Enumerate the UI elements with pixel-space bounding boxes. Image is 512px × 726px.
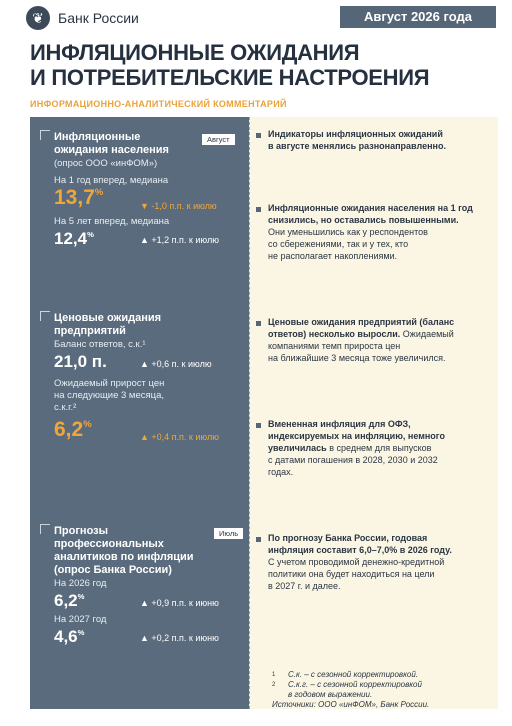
title-line-2: И ПОТРЕБИТЕЛЬСКИЕ НАСТРОЕНИЯ: [30, 65, 430, 90]
text-line: на ближайшие 3 месяца тоже увеличился.: [268, 353, 446, 363]
title-line-1: ИНФЛЯЦИОННЫЕ ОЖИДАНИЯ: [30, 40, 360, 65]
text-line: компаниями темп прироста цен: [268, 341, 401, 351]
metric-value-5y: [54, 230, 94, 247]
metric-change-2026: ▲ +0,9 п.п. к июню: [140, 598, 219, 608]
household-expectations-card: [40, 125, 245, 260]
regular-text: Ожидаемый: [402, 329, 454, 339]
sources-note: Источники: ООО «инФОМ», Банк России.: [272, 700, 430, 709]
card-heading: [54, 525, 194, 577]
regular-text: в среднем для выпусков: [329, 443, 432, 453]
heading-line: предприятий: [54, 325, 126, 337]
metric-change-1y: ▼ -1,0 п.п. к июлю: [140, 201, 217, 211]
metric-label: На 2026 год: [54, 578, 107, 589]
period-tag: Август: [202, 134, 235, 145]
card-corner: [40, 130, 50, 140]
page-title: [30, 40, 429, 90]
metric-change-balance: ▲ +0,6 п. к июлю: [140, 359, 212, 369]
value-unit: %: [94, 187, 104, 198]
heading-line: аналитиков по инфляции: [54, 551, 194, 563]
text-line: со сбережениями, так и у тех, кто: [268, 239, 409, 249]
bullet-marker: [256, 207, 261, 212]
text-line: Индикаторы инфляционных ожиданий: [268, 129, 443, 139]
metric-value-2027: [54, 628, 84, 645]
metric-label: На 2027 год: [54, 614, 107, 625]
footnote-2: [272, 680, 429, 700]
text-line: Вмененная инфляция для ОФЗ,: [268, 419, 411, 429]
bullet-marker: [256, 321, 261, 326]
footnote-text: С.к. – с сезонной корректировкой.: [288, 670, 419, 679]
value-unit: %: [83, 419, 92, 430]
footnotes: [272, 670, 429, 710]
label-line: с.к.г.²: [54, 402, 77, 413]
text-line: снизились, но оставались повышенными.: [268, 215, 459, 225]
metric-change-2027: ▲ +0,2 п.п. к июню: [140, 633, 219, 643]
panel-divider: [249, 117, 250, 709]
value-unit: %: [87, 230, 94, 239]
value-number: 6,2: [54, 418, 84, 441]
metric-value-balance: 21,0 п.: [54, 352, 107, 371]
value-number: 13,7: [54, 186, 95, 209]
metric-change-price-growth: ▲ +0,4 п.п. к июлю: [140, 432, 219, 442]
footnote-text: С.к.г. – с сезонной корректировкой: [288, 680, 422, 689]
bank-name: Банк России: [58, 10, 139, 26]
card-corner: [40, 524, 50, 534]
commentary-business: [268, 316, 494, 364]
text-line: инфляция составит 6,0–7,0% в 2026 году.: [268, 545, 452, 555]
metric-value-price-growth: [54, 419, 92, 440]
date-badge: Август 2026 года: [340, 6, 496, 28]
header: [0, 0, 512, 40]
value-unit: %: [77, 628, 85, 637]
text-line: индексируемых на инфляцию, немного: [268, 431, 445, 441]
metric-value-1y: [54, 187, 103, 208]
bullet-marker: [256, 423, 261, 428]
text-line: годах.: [268, 467, 294, 477]
text-line: политики она будет находиться на цели: [268, 569, 435, 579]
text-line: в 2027 г. и далее.: [268, 581, 341, 591]
value-number: 6,2: [54, 591, 78, 610]
commentary-household: [268, 202, 494, 262]
value-unit: %: [77, 592, 85, 601]
footnote-number: 1: [272, 672, 276, 678]
text-line: с датами погашения в 2028, 2030 и 2032: [268, 455, 438, 465]
footnote-text: в годовом выражении.: [288, 690, 373, 699]
text-line: Ценовые ожидания предприятий (баланс: [268, 317, 455, 327]
text-line: Инфляционные ожидания населения на 1 год: [268, 203, 473, 213]
metric-value-2026: [54, 592, 84, 609]
metric-label: Баланс ответов, с.к.¹: [54, 339, 146, 350]
label-line: на следующие 3 месяца,: [54, 390, 164, 401]
metric-label: На 5 лет вперед, медиана: [54, 216, 170, 227]
bold-text: ответов) несколько выросли.: [268, 329, 401, 339]
heading-line: (опрос Банка России): [54, 564, 172, 576]
heading-line: ожидания населения: [54, 144, 169, 156]
footnote-number: 2: [272, 682, 276, 688]
bullet-marker: [256, 537, 261, 542]
page-subtitle: ИНФОРМАЦИОННО-АНАЛИТИЧЕСКИЙ КОММЕНТАРИЙ: [30, 99, 287, 109]
value-number: 4,6: [54, 627, 78, 646]
bullet-marker: [256, 133, 261, 138]
card-source-note: (опрос ООО «инФОМ»): [54, 158, 158, 169]
bank-emblem-icon: ❦: [26, 6, 50, 30]
metric-label: На 1 год вперед, медиана: [54, 175, 169, 186]
commentary-ofz: [268, 418, 494, 478]
footnote-1: [272, 670, 429, 680]
period-tag: Июль: [214, 528, 243, 539]
text-line: По прогнозу Банка России, годовая: [268, 533, 428, 543]
metric-label: [54, 378, 164, 414]
business-expectations-card: [40, 307, 245, 457]
heading-line: Ценовые ожидания: [54, 312, 162, 324]
metric-change-5y: ▲ +1,2 п.п. к июлю: [140, 235, 219, 245]
heading-line: профессиональных: [54, 538, 164, 550]
commentary-summary: [268, 128, 494, 152]
text-line: [268, 442, 494, 454]
bold-text: увеличилась: [268, 443, 327, 453]
heading-line: Прогнозы: [54, 525, 109, 537]
card-corner: [40, 311, 50, 321]
commentary-forecast: [268, 532, 494, 592]
text-line: С учетом проводимой денежно-кредитной: [268, 557, 445, 567]
text-line: не располагает накоплениями.: [268, 251, 398, 261]
text-line: в августе менялись разнонаправленно.: [268, 141, 446, 151]
text-line: [268, 328, 494, 340]
value-number: 12,4: [54, 229, 88, 248]
text-line: Они уменьшились как у респондентов: [268, 227, 428, 237]
label-line: Ожидаемый прирост цен: [54, 378, 165, 389]
card-heading: [54, 312, 161, 338]
heading-line: Инфляционные: [54, 131, 141, 143]
card-heading: [54, 131, 169, 157]
analysts-forecast-card: [40, 520, 245, 650]
